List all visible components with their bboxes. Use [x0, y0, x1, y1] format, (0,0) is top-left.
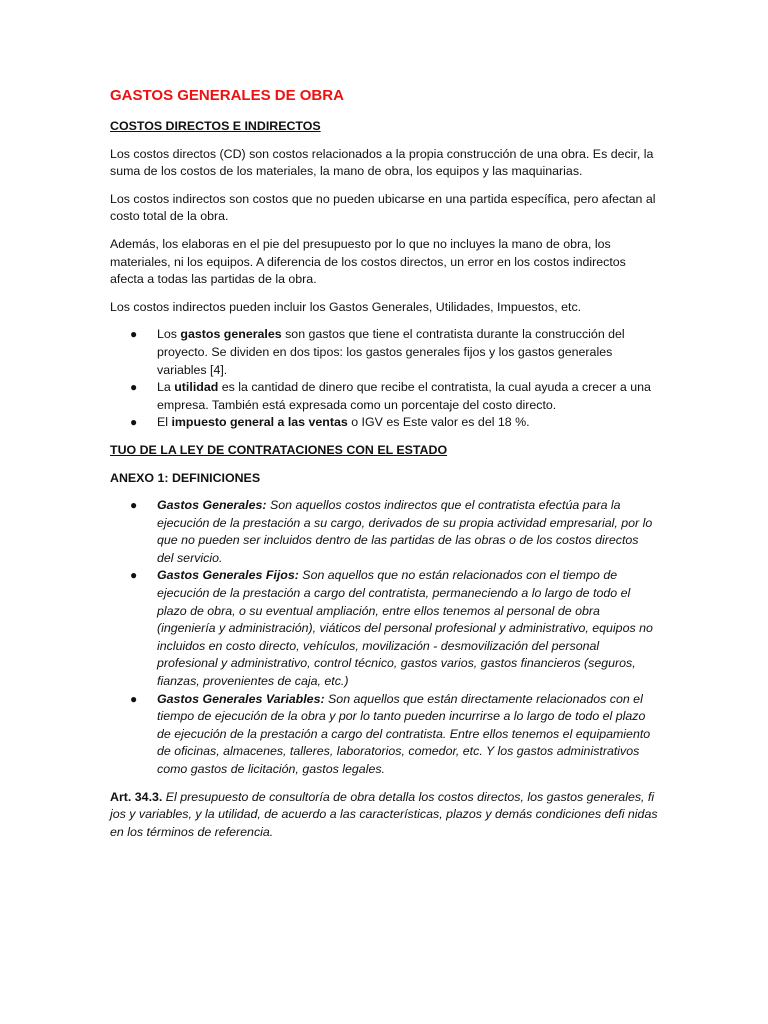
bullet-icon: ●	[130, 568, 138, 583]
paragraph: Los costos indirectos son costos que no pueden ubicarse en una partida específica, pero afectan al costo total de la obra.	[110, 191, 656, 224]
bold-term: gastos generales	[180, 327, 282, 342]
section-heading-costos: COSTOS DIRECTOS E INDIRECTOS	[110, 119, 321, 133]
definition-term: Gastos Generales Variables:	[157, 691, 325, 706]
definition-term: Gastos Generales Fijos:	[157, 568, 299, 583]
definition-item: ● Gastos Generales Variables: Son aquellos que están directamente relacionados con el tiempo de ejecución de la obra y por lo tanto pueden incurrirse a lo largo de todo el plazo de ejecución de la prestación a cargo del contratista. Entre ellos tenemos el equipamiento de oficinas, almacenes, talleres, laboratorios, comedor, etc. Y los gastos administrativos como gastos de licitación, gastos legales.	[130, 691, 651, 776]
bullet-icon: ●	[130, 380, 138, 395]
paragraph: Los costos indirectos pueden incluir los Gastos Generales, Utilidades, Impuestos, etc.	[110, 299, 582, 314]
section-heading-tuo: TUO DE LA LEY DE CONTRATACIONES CON EL ESTADO	[110, 442, 448, 457]
definition-item: ● Gastos Generales Fijos: Son aquellos que no están relacionados con el tiempo de ejecución de la prestación a cargo del contratista, permaneciendo a lo largo de todo el plazo de obra, o su eventual ampliación, entre ellos tenemos al personal de obra (ingeniería y administración), viáticos del personal profesional y administrativo, equipos no incluidos en costo directo, vehículos, movilización - desmovilización del personal profesional y administrativo, control técnico, gastos varios, gastos financieros (seguros, fianzas, provenientes de caja, etc.)	[130, 568, 653, 689]
definitions-list	[110, 497, 658, 779]
bullet-icon: ●	[130, 498, 138, 513]
definition-item: ● Gastos Generales: Son aquellos costos indirectos que el contratista efectúa para la ejecución de la prestación a su cargo, derivados de su propia actividad empresarial, por lo que no pueden ser incluidos dentro de las partidas de las obras o de los costos directos del servicio.	[130, 498, 653, 565]
bullet-icon: ●	[130, 691, 138, 706]
bullet-icon: ●	[130, 415, 138, 430]
paragraph: Los costos directos (CD) son costos relacionados a la propia construcción de una obra. Es decir, la suma de los costos de los materiales, la mano de obra, los equipos y las maquinarias.	[110, 146, 654, 179]
cost-bullet-list	[110, 326, 658, 432]
bold-term: impuesto general a las ventas	[171, 415, 348, 430]
definition-term: Gastos Generales:	[157, 498, 267, 513]
annex-heading: ANEXO 1: DEFINICIONES	[110, 470, 261, 485]
article-paragraph: Art. 34.3. El presupuesto de consultoría de obra detalla los costos directos, los gastos generales, fi jos y variables, y la utilidad, de acuerdo a las características, plazos y demás condiciones defi nidas en los términos de referencia.	[110, 789, 658, 839]
list-item: ● El impuesto general a las ventas o IGV es Este valor es del 18 %.	[110, 414, 658, 432]
list-item: ● Los gastos generales son gastos que tiene el contratista durante la construcción del proyecto. Se dividen en dos tipos: los gastos generales fijos y los gastos generales variables [4].	[130, 327, 625, 377]
bold-term: utilidad	[174, 380, 219, 395]
page-title: GASTOS GENERALES DE OBRA	[110, 87, 344, 104]
paragraph: Además, los elaboras en el pie del presupuesto por lo que no incluyes la mano de obra, los materiales, ni los equipos. A diferencia de los costos directos, un error en los costos indirectos afecta a todas las partidas de la obra.	[110, 236, 626, 287]
document-page	[110, 86, 658, 851]
article-number: Art. 34.3.	[110, 789, 163, 804]
list-item: ● La utilidad es la cantidad de dinero que recibe el contratista, la cual ayuda a crecer a una empresa. También está expresada como un porcentaje del costo directo.	[130, 380, 651, 412]
bullet-icon: ●	[130, 327, 138, 342]
